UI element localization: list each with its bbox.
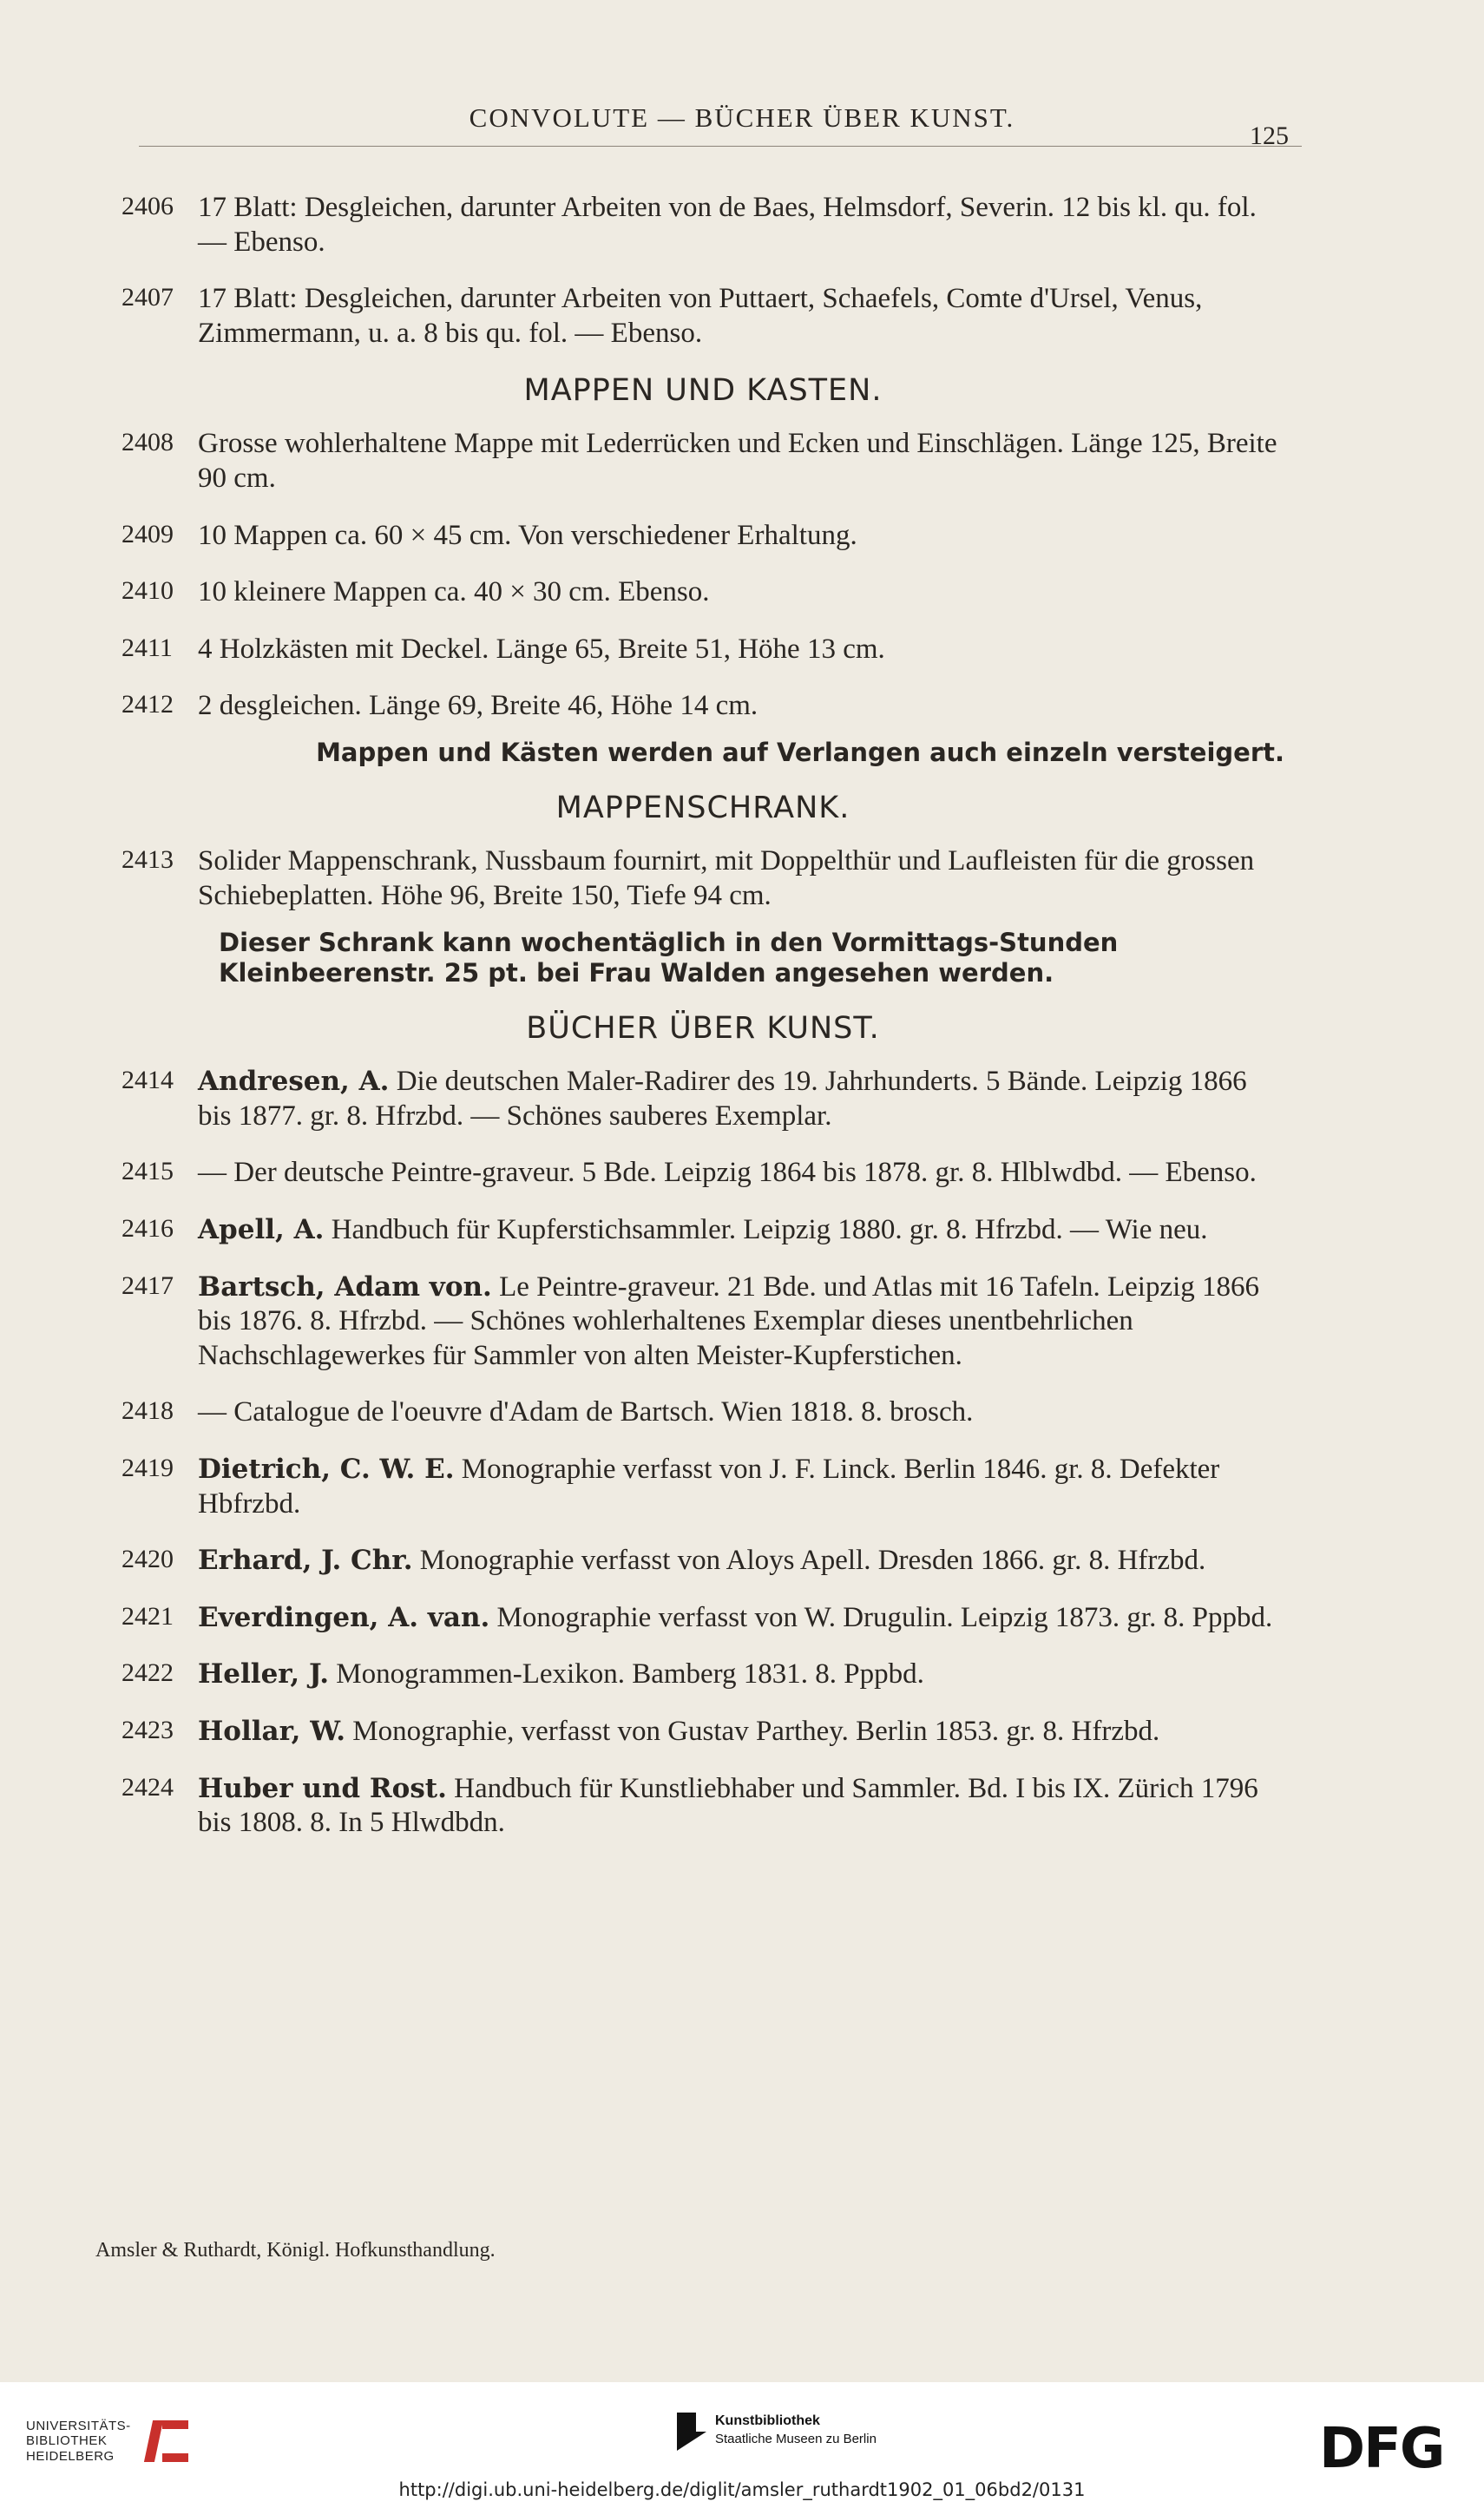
entry-text: 10 Mappen ca. 60 × 45 cm. Von verschiedener Erhaltung.	[198, 519, 857, 551]
entry-number: 2406	[121, 192, 174, 220]
entry-author: Huber und Rost.	[198, 1772, 447, 1804]
catalogue-entry	[121, 1395, 1284, 1430]
catalogue-entry	[121, 191, 1284, 259]
entry-text: Monographie verfasst von W. Drugulin. Leipzig 1873. gr. 8. Pppbd.	[496, 1601, 1273, 1633]
ub-heidelberg-logo-icon	[143, 2415, 194, 2467]
entry-text: Die deutschen Maler-Radirer des 19. Jahrhunderts. 5 Bände. Leipzig 1866 bis 1877. gr. 8. Hfrzbd. — Schönes sauberes Exemplar.	[198, 1066, 1247, 1132]
entry-number: 2411	[121, 633, 173, 662]
ub-heidelberg-text: UNIVERSITÄTS- BIBLIOTHEK HEIDELBERG	[26, 2419, 131, 2464]
catalogue-entry	[121, 1601, 1284, 1636]
entry-author: Everdingen, A. van.	[198, 1601, 490, 1633]
section-heading-mappen: MAPPEN UND KASTEN.	[523, 373, 883, 409]
entry-text: Monographie verfasst von Aloys Apell. Dresden 1866. gr. 8. Hfrzbd.	[419, 1545, 1206, 1577]
entry-number: 2413	[121, 845, 174, 875]
catalogue-entry	[121, 575, 1284, 610]
entry-text: Handbuch für Kupferstichsammler. Leipzig 1880. gr. 8. Hfrzbd. — Wie neu.	[331, 1214, 1208, 1246]
entry-text: Monographie verfasst von J. F. Linck. Berlin 1846. gr. 8. Defekter Hbfrzbd.	[198, 1454, 1220, 1520]
kunstbibliothek-text	[715, 2413, 877, 2447]
entry-author: Hollar, W.	[198, 1715, 346, 1747]
entry-number: 2424	[121, 1772, 174, 1802]
catalogue-entry	[121, 1270, 1284, 1374]
header-rule	[139, 146, 1302, 147]
entry-number: 2423	[121, 1715, 174, 1744]
catalogue-entry	[121, 1453, 1284, 1521]
entry-author: Erhard, J. Chr.	[198, 1545, 413, 1577]
catalogue-entry	[121, 1065, 1284, 1133]
viewer-footer	[0, 2382, 1484, 2508]
entry-text: Handbuch für Kunstliebhaber und Sammler. Bd. I bis IX. Zürich 1796 bis 1808. 8. In 5 Hlwdbdn.	[198, 1772, 1258, 1839]
running-head: CONVOLUTE — BÜCHER ÜBER KUNST.	[469, 102, 1015, 133]
catalogue-entry	[121, 1715, 1284, 1750]
catalogue-entry	[121, 427, 1284, 496]
catalogue-entry	[121, 633, 1284, 667]
entry-text: — Catalogue de l'oeuvre d'Adam de Bartsch. Wien 1818. 8. brosch.	[198, 1396, 974, 1428]
catalogue-entry	[121, 1772, 1284, 1841]
section-note-mappen: Mappen und Kästen werden auf Verlangen auch einzeln versteigert.	[316, 737, 1284, 767]
footer-publisher: Amsler & Ruthardt, Königl. Hofkunsthandlung.	[95, 2239, 496, 2262]
entry-text: Monogrammen-Lexikon. Bamberg 1831. 8. Pppbd.	[336, 1658, 924, 1691]
section-note-schrank: Dieser Schrank kann wochentäglich in den Vormittags-Stunden Kleinbeerenstr. 25 pt. bei Frau Walden angesehen werden.	[219, 927, 1119, 988]
kunstbibliothek-logo-icon	[677, 2413, 706, 2451]
ub-heidelberg-logo[interactable]	[26, 2415, 194, 2467]
entry-text: Le Peintre-graveur. 21 Bde. und Atlas mit 16 Tafeln. Leipzig 1866 bis 1876. 8. Hfrzbd. — Schönes wohlerhaltenes Exemplar dieses unentbehrlichen Nachschlagewerkes für Sammler von alten Meister-Kupferstichen.	[198, 1270, 1260, 1371]
entry-text: 2 desgleichen. Länge 69, Breite 46, Höhe 14 cm.	[198, 690, 758, 722]
entry-number: 2420	[121, 1545, 174, 1574]
entry-text: 4 Holzkästen mit Deckel. Länge 65, Breite 51, Höhe 13 cm.	[198, 633, 885, 665]
entry-text: — Der deutsche Peintre-graveur. 5 Bde. Leipzig 1864 bis 1878. gr. 8. Hlblwdbd. — Ebenso.	[198, 1157, 1257, 1189]
catalogue-entry	[121, 1658, 1284, 1692]
entry-number: 2410	[121, 576, 174, 606]
entry-author: Dietrich, C. W. E.	[198, 1454, 455, 1485]
catalogue-entry	[121, 1156, 1284, 1191]
entry-author: Heller, J.	[198, 1658, 330, 1691]
catalogue-entry	[121, 282, 1284, 351]
catalogue-entry	[121, 689, 1284, 724]
entry-text: 17 Blatt: Desgleichen, darunter Arbeiten von de Baes, Helmsdorf, Severin. 12 bis kl. qu. fol. — Ebenso.	[198, 192, 1257, 258]
entry-author: Andresen, A.	[198, 1066, 390, 1098]
catalogue-entry	[121, 1544, 1284, 1579]
entry-author: Bartsch, Adam von.	[198, 1270, 492, 1303]
section-heading-schrank: MAPPENSCHRANK.	[555, 791, 850, 826]
entry-number: 2415	[121, 1157, 174, 1186]
page-number: 125	[1250, 121, 1289, 150]
catalogue-entry	[121, 519, 1284, 554]
entry-text: Monographie, verfasst von Gustav Parthey. Berlin 1853. gr. 8. Hfrzbd.	[352, 1715, 1160, 1747]
kunstbibliothek-logo[interactable]	[677, 2413, 877, 2451]
entry-text: Grosse wohlerhaltene Mappe mit Lederrücken und Ecken und Einschlägen. Länge 125, Breite 90 cm.	[198, 428, 1277, 494]
entry-number: 2412	[121, 690, 174, 719]
entry-number: 2407	[121, 283, 174, 312]
permalink-url[interactable]: http://digi.ub.uni-heidelberg.de/diglit/amsler_ruthardt1902_01_06bd2/0131	[398, 2479, 1086, 2500]
entry-number: 2419	[121, 1454, 174, 1482]
catalogue-content	[121, 191, 1284, 1863]
entry-number: 2417	[121, 1270, 174, 1300]
catalogue-entry	[121, 1213, 1284, 1248]
section-heading-buecher: BÜCHER ÜBER KUNST.	[526, 1011, 880, 1047]
entry-author: Apell, A.	[198, 1214, 325, 1246]
entry-number: 2418	[121, 1396, 174, 1426]
entry-number: 2416	[121, 1214, 174, 1244]
entry-number: 2422	[121, 1658, 174, 1688]
kunstbibliothek-title: Kunstbibliothek	[715, 2413, 820, 2428]
entry-text: Solider Mappenschrank, Nussbaum fournirt, mit Doppelthür und Laufleisten für die grossen Schiebeplatten. Höhe 96, Breite 150, Tiefe 94 cm.	[198, 845, 1255, 911]
entry-number: 2421	[121, 1601, 174, 1631]
entry-number: 2414	[121, 1066, 174, 1095]
kunstbibliothek-subtitle: Staatliche Museen zu Berlin	[715, 2431, 877, 2446]
entry-text: 17 Blatt: Desgleichen, darunter Arbeiten von Puttaert, Schaefels, Comte d'Ursel, Venus, Zimmermann, u. a. 8 bis qu. fol. — Ebenso.	[198, 283, 1203, 349]
entry-number: 2408	[121, 428, 174, 457]
entry-text: 10 kleinere Mappen ca. 40 × 30 cm. Ebenso.	[198, 576, 710, 608]
entry-number: 2409	[121, 519, 174, 548]
catalogue-entry	[121, 844, 1284, 913]
dfg-logo[interactable]: DFG	[1319, 2417, 1444, 2481]
